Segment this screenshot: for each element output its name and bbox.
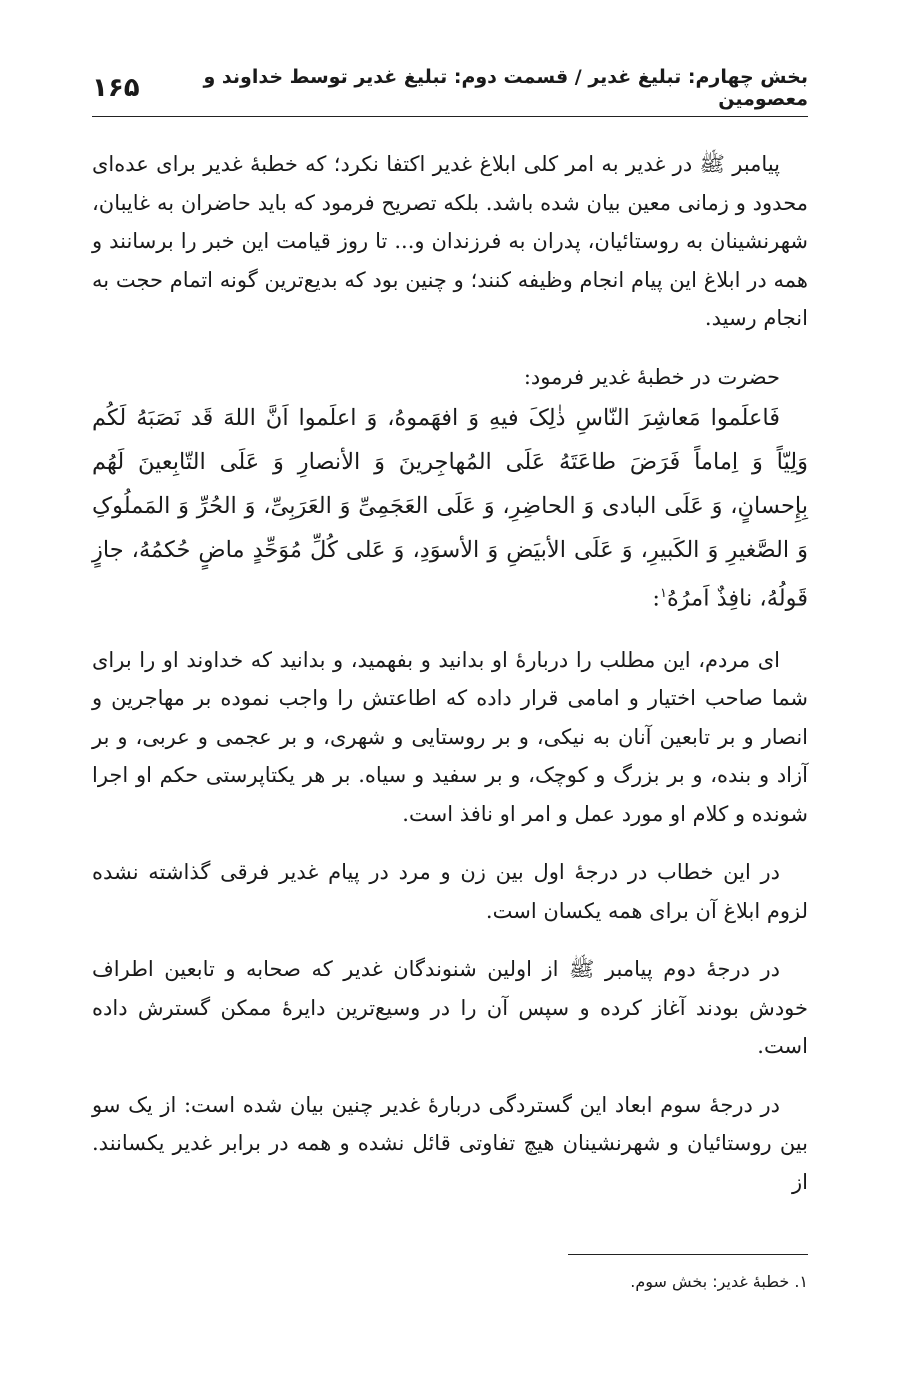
footnote: ۱. خطبهٔ غدیر: بخش سوم. <box>630 1272 808 1291</box>
paragraph-first-degree: در این خطاب در درجهٔ اول بین زن و مرد در پیام غدیر فرقی گذاشته نشده لزوم ابلاغ آن برای همه یکسان است. <box>92 860 808 923</box>
paragraph-1: پیامبر ﷺ در غدیر به امر کلی ابلاغ غدیر اکتفا نکرد؛ که خطبهٔ غدیر برای عده‌ای محدود و زمانی معین بیان شده باشد. بلکه تصریح فرمود که باید حاضران به غایبان، شهرنشینان به روستائیان، پدران به فرزندان و... تا روز قیامت این خبر را برسانند و همه در ابلاغ این پیام انجام وظیفه کنند؛ و چنین بود که بدیع‌ترین گونه اتمام حجت به انجام رسید. <box>92 152 808 330</box>
sermon-intro: حضرت در خطبهٔ غدیر فرمود: <box>523 364 780 389</box>
chapter-title: بخش چهارم: تبلیغ غدیر / قسمت دوم: تبلیغ غدیر توسط خداوند و معصومین <box>203 66 808 110</box>
book-page <box>92 60 808 1360</box>
running-header <box>92 60 808 117</box>
footnote-ref: ۱ <box>659 586 667 601</box>
paragraph-third-degree: در درجهٔ سوم ابعاد این گستردگی دربارهٔ غدیر چنین بیان شده است: از یک سو بین روستائیان و شهرنشینان هیچ تفاوتی قائل نشده و همه در برابر غدیر یکسانند. از <box>92 1092 808 1194</box>
page-number: ۱۶۵ <box>92 73 140 103</box>
arabic-quote-text: فَاعلَموا مَعاشِرَ النّاسِ ذٰلِکَ فیهِ وَ افهَموهُ، وَ اعلَموا اَنَّ اللهَ قَد نَصَبَهُ لَکُم وَلِیّاً وَ اِماماً فَرَضَ طاعَتَهُ عَلَی المُهاجِرینَ وَ الأنصارِ وَ عَلَی التّابِعینَ لَهُم بِإِحسانٍ، وَ عَلَی البادی وَ الحاضِرِ، وَ عَلَی العَجَمِیِّ وَ العَرَبِیِّ، وَ الحُرِّ وَ المَملُوکِ وَ الصَّغیرِ وَ الکَبیرِ، وَ عَلَی الأبیَضِ وَ الأسوَدِ، وَ عَلی کُلِّ مُوَحِّدٍ ماضٍ حُکمُهُ، جازٍ قَولُهُ، نافِذٌ اَمرُهُ <box>92 405 809 612</box>
translation-paragraph: ای مردم، این مطلب را دربارهٔ او بدانید و بفهمید، و بدانید که خداوند او را برای شما صاحب اختیار و امامی قرار داده که اطاعتش را واجب نموده بر مهاجرین و انصار و بر تابعین آنان به نیکی، و بر روستایی و شهری، و بر عجمی و عربی، و بر آزاد و بنده، و بر بزرگ و کوچک، و بر سفید و سیاه. بر هر یکتاپرستی حکم او اجرا شونده و کلام او مورد عمل و امر او نافذ است. <box>92 647 808 826</box>
page-body <box>92 145 808 1201</box>
arabic-quote: فَاعلَموا مَعاشِرَ النّاسِ ذٰلِکَ فیهِ وَ افهَموهُ، وَ اعلَموا اَنَّ اللهَ قَد نَصَبَهُ لَکُم وَلِیّاً وَ اِماماً فَرَضَ طاعَتَهُ عَلَی المُهاجِرینَ وَ الأنصارِ وَ عَلَی التّابِعینَ لَهُم بِإِحسانٍ، وَ عَلَی البادی وَ الحاضِرِ، وَ عَلَی العَجَمِیِّ وَ العَرَبِیِّ، وَ الحُرِّ وَ المَملُوکِ وَ الصَّغیرِ وَ الکَبیرِ، وَ عَلَی الأبیَضِ وَ الأسوَدِ، وَ عَلی کُلِّ مُوَحِّدٍ ماضٍ حُکمُهُ، جازٍ قَولُهُ، نافِذٌ اَمرُهُ$^۱$: <box>92 405 809 612</box>
paragraph-second-degree: در درجهٔ دوم پیامبر ﷺ از اولین شنوندگان غدیر که صحابه و تابعین اطراف خودش بودند آغاز کرده و سپس آن را در وسیع‌ترین دایرهٔ ممکن گسترش داده است. <box>92 957 808 1058</box>
footnote-divider <box>568 1254 808 1255</box>
